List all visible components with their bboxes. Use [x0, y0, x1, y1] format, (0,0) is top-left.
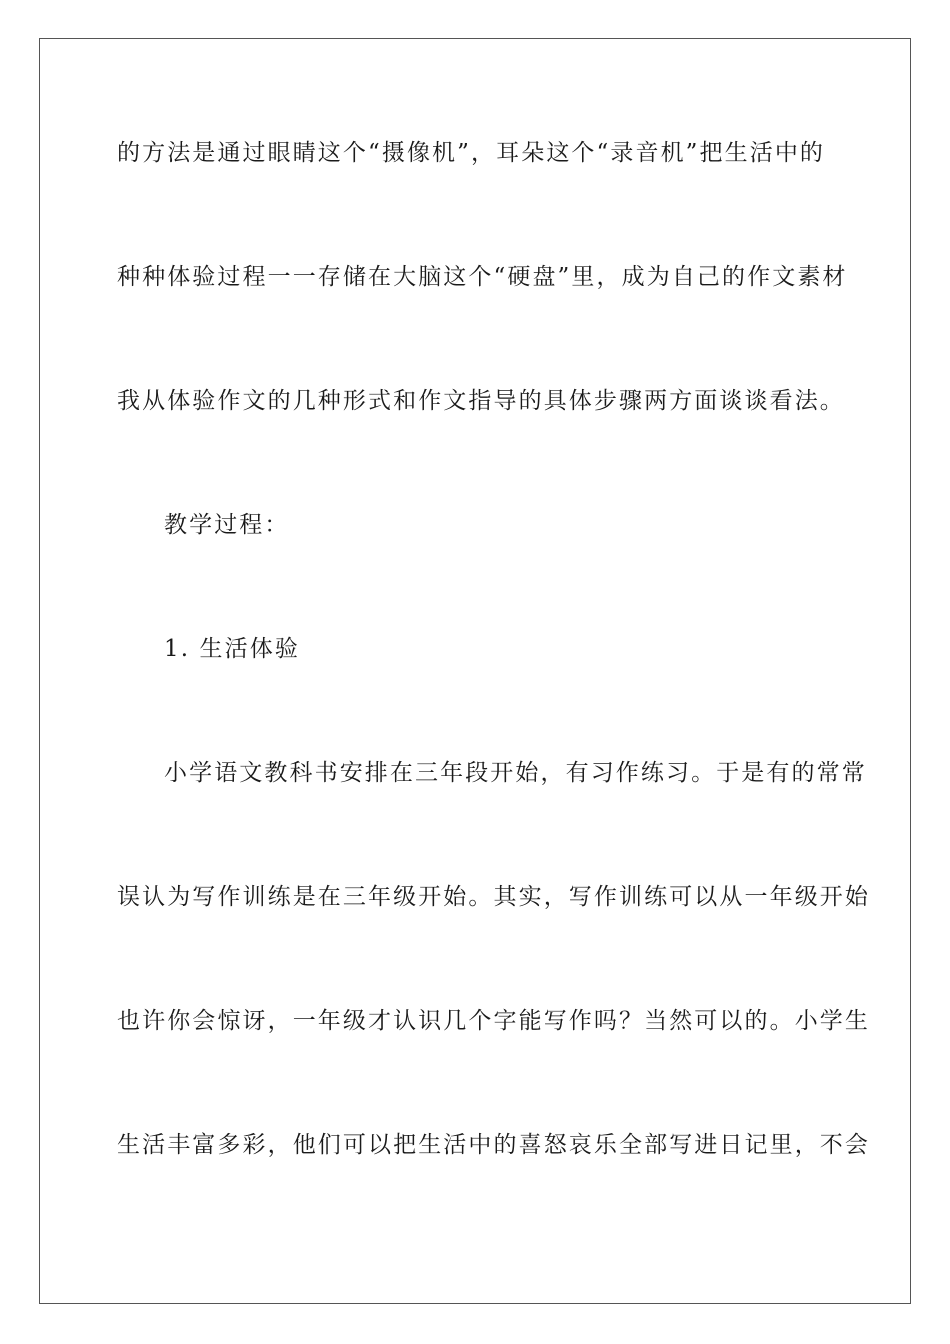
- text-line: 也许你会惊讶，一年级才认识几个字能写作吗？当然可以的。小学生: [117, 1008, 870, 1034]
- text-line: 误认为写作训练是在三年级开始。其实，写作训练可以从一年级开始: [117, 884, 870, 910]
- text-line: 小学语文教科书安排在三年段开始，有习作练习。于是有的常常: [164, 760, 867, 786]
- section-heading: 教学过程：: [164, 512, 290, 538]
- text-line: 的方法是通过眼睛这个“摄像机”，耳朵这个“录音机”把生活中的: [117, 140, 826, 166]
- page-border: [39, 38, 911, 1304]
- text-line: 种种体验过程一一存储在大脑这个“硬盘”里，成为自己的作文素材: [117, 264, 848, 290]
- subsection-heading: 1. 生活体验: [164, 636, 300, 662]
- text-line: 生活丰富多彩，他们可以把生活中的喜怒哀乐全部写进日记里，不会: [117, 1132, 870, 1158]
- text-line: 我从体验作文的几种形式和作文指导的具体步骤两方面谈谈看法。: [117, 388, 845, 414]
